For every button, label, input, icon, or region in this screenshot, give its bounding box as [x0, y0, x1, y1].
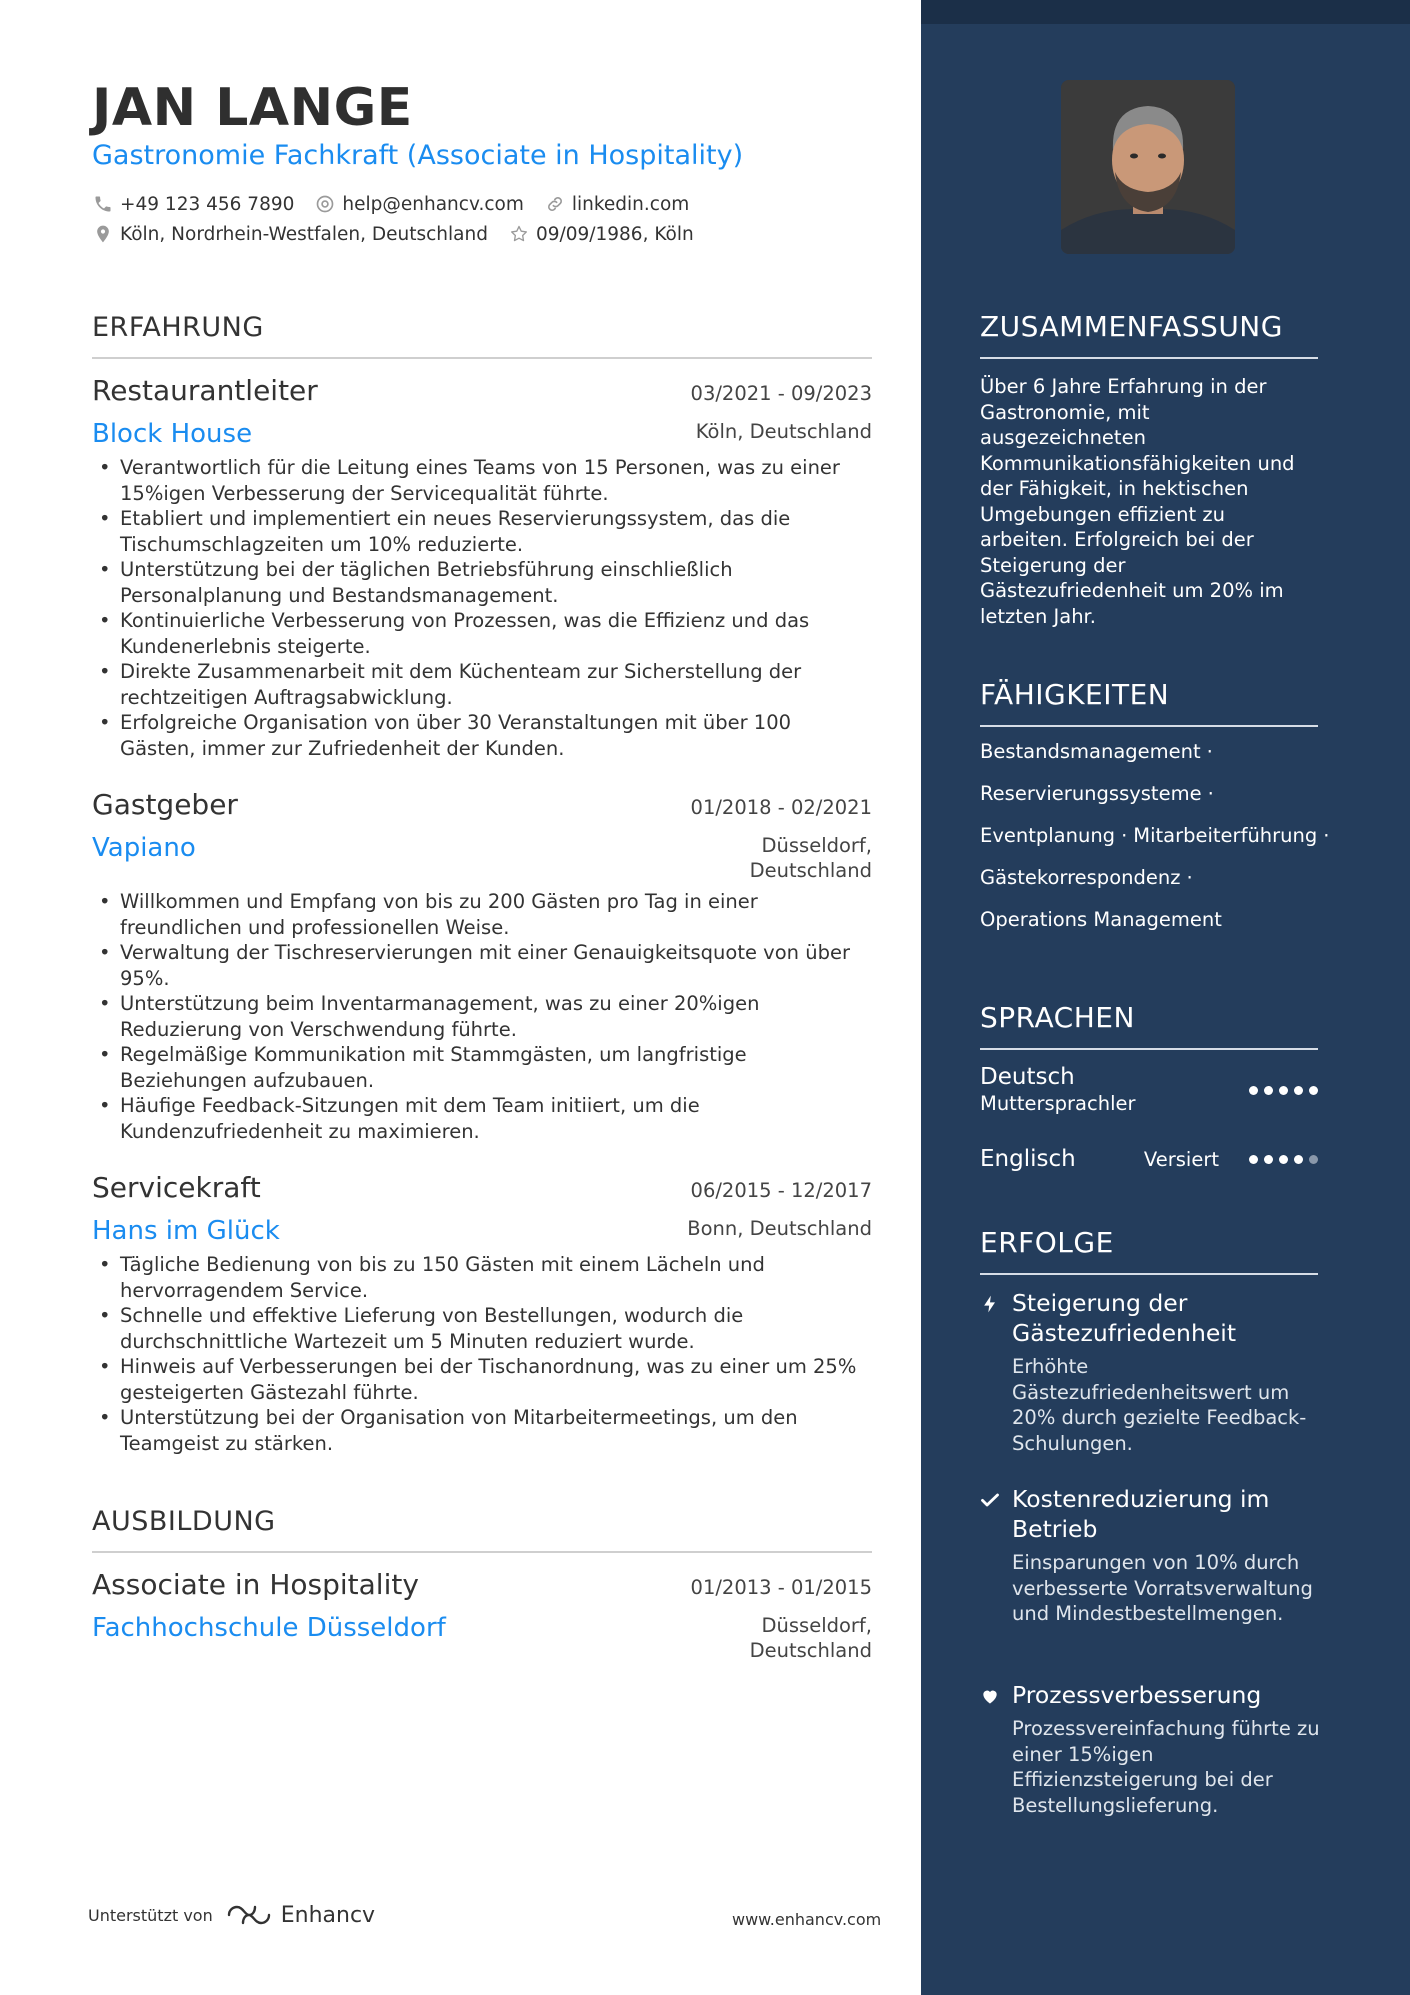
candidate-name: JAN LANGE: [92, 78, 413, 138]
rating-dot: [1309, 1155, 1318, 1164]
job-bullets: [92, 455, 872, 761]
phone-text[interactable]: +49 123 456 7890: [120, 193, 295, 215]
email: [314, 193, 523, 215]
at-icon: [314, 193, 336, 215]
rating-dot: [1279, 1155, 1288, 1164]
summary-line: arbeiten. Erfolgreich bei der: [980, 528, 1254, 551]
job-date: 03/2021 - 09/2023: [690, 382, 872, 405]
job-location: [750, 833, 872, 883]
phone-icon: [92, 193, 114, 215]
language-level: Muttersprachler: [980, 1092, 1136, 1115]
skill-item: Reservierungssysteme: [980, 782, 1202, 805]
job-bullets: [92, 889, 872, 1144]
enhancv-logo[interactable]: [225, 1902, 375, 1928]
rating-dot: [1264, 1155, 1273, 1164]
footer-url[interactable]: www.enhancv.com: [732, 1910, 882, 1929]
sidebar-top-bar: [921, 0, 1410, 24]
section-title-skills: FÄHIGKEITEN: [980, 678, 1318, 727]
company-name: Hans im Glück: [92, 1216, 280, 1246]
summary-text: [980, 374, 1310, 629]
rating-dot: [1294, 1086, 1303, 1095]
summary-line: Steigerung der: [980, 553, 1126, 577]
bullet-item: • Hinweis auf Verbesserungen bei der Tischanordnung, was zu einer um 25% gesteigerten Gästezahl führte.: [92, 1354, 872, 1405]
summary-line: letzten Jahr.: [980, 604, 1096, 628]
achievement-title: Steigerung der Gästezufriedenheit: [1012, 1289, 1237, 1347]
job-title: Gastgeber: [92, 788, 238, 821]
avatar: [1061, 80, 1235, 254]
skill-separator: ·: [1121, 824, 1128, 847]
job-location-line: Deutschland: [749, 859, 872, 882]
summary-line: Über 6 Jahre Erfahrung in der: [980, 375, 1267, 398]
enhancv-logo-icon: [225, 1902, 273, 1928]
heart-icon: [980, 1680, 1012, 1818]
skill-separator: ·: [1323, 824, 1330, 847]
skill-separator: ·: [1206, 740, 1213, 763]
achievement-item: [980, 1288, 1320, 1456]
avatar-portrait: [1061, 80, 1235, 254]
language-level: Versiert: [1143, 1147, 1219, 1171]
email-text[interactable]: help@enhancv.com: [342, 193, 524, 215]
brand-name: Enhancv: [280, 1902, 376, 1928]
skills-list: [980, 740, 1330, 950]
bullet-item: • Unterstützung beim Inventarmanagement, was zu einer 20%igen Reduzierung von Verschwendung führte.: [92, 991, 872, 1042]
summary-line: Umgebungen effizient zu: [980, 502, 1225, 526]
language-rating: [1243, 1155, 1318, 1164]
bullet-item: • Verantwortlich für die Leitung eines Teams von 15 Personen, was zu einer 15%igen Verbesserung der Servicequalität führte.: [92, 455, 872, 506]
bullet-item: • Häufige Feedback-Sitzungen mit dem Team initiiert, um die Kundenzufriedenheit zu maximieren.: [92, 1093, 872, 1144]
language-item: [980, 1146, 1318, 1172]
summary-line: der Fähigkeit, in hektischen: [980, 477, 1249, 500]
summary-line: ausgezeichneten: [980, 426, 1146, 449]
rating-dot: [1264, 1086, 1273, 1095]
bolt-icon: [980, 1288, 1012, 1456]
degree: Associate in Hospitality: [92, 1568, 419, 1601]
phone: [92, 193, 294, 215]
job-date: 06/2015 - 12/2017: [690, 1179, 872, 1202]
summary-line: Gastronomie, mit: [980, 400, 1150, 424]
company-name: Block House: [92, 419, 253, 449]
achievement-title: Prozessverbesserung: [1012, 1681, 1262, 1709]
location-text: Köln, Nordrhein-Westfalen, Deutschland: [120, 223, 488, 245]
section-title-summary: ZUSAMMENFASSUNG: [980, 310, 1318, 359]
skill-separator: ·: [1186, 866, 1193, 889]
star-icon: [508, 223, 530, 245]
bullet-item: • Etabliert und implementiert ein neues Reservierungssystem, das die Tischumschlagzeiten um 10% reduzierte.: [92, 506, 872, 557]
bullet-item: • Schnelle und effektive Lieferung von Bestellungen, wodurch die durchschnittliche Wartezeit um 5 Minuten reduziert wurde.: [92, 1303, 872, 1354]
rating-dot: [1279, 1086, 1288, 1095]
section-title-experience: ERFAHRUNG: [92, 312, 872, 359]
footer-powered-by: [88, 1902, 375, 1928]
rating-dot: [1309, 1086, 1318, 1095]
rating-dot: [1249, 1155, 1258, 1164]
birth-text: 09/09/1986, Köln: [535, 223, 694, 245]
job-location: Köln, Deutschland: [695, 420, 872, 443]
job-location: Bonn, Deutschland: [687, 1217, 872, 1240]
check-icon: [980, 1484, 1012, 1627]
bullet-item: • Tägliche Bedienung von bis zu 150 Gästen mit einem Lächeln und hervorragendem Service.: [92, 1252, 872, 1303]
skill-item: Mitarbeiterführung: [1133, 824, 1318, 847]
birth: [508, 223, 694, 245]
bullet-item: • Kontinuierliche Verbesserung von Prozessen, was die Effizienz und das Kundenerlebnis steigerte.: [92, 608, 872, 659]
summary-line: Gästezufriedenheit um 20% im: [980, 579, 1284, 602]
achievement-title: Kostenreduzierung im Betrieb: [1012, 1485, 1270, 1543]
section-title-achievements: ERFOLGE: [980, 1226, 1318, 1275]
bullet-item: • Unterstützung bei der täglichen Betriebsführung einschließlich Personalplanung und Bestandsmanagement.: [92, 557, 872, 608]
location: [92, 223, 488, 245]
bullet-item: • Willkommen und Empfang von bis zu 200 Gästen pro Tag in einer freundlichen und professionellen Weise.: [92, 889, 872, 940]
achievement-text: Erhöhte Gästezufriedenheitswert um 20% durch gezielte Feedback-Schulungen.: [1012, 1355, 1307, 1455]
bullet-item: • Unterstützung bei der Organisation von Mitarbeitermeetings, um den Teamgeist zu stärken.: [92, 1405, 872, 1456]
education-location: [750, 1613, 872, 1663]
job-date: 01/2018 - 02/2021: [690, 796, 872, 819]
school-name: Fachhochschule Düsseldorf: [92, 1613, 446, 1643]
job-bullets: [92, 1252, 872, 1456]
language-item: [980, 1064, 1318, 1115]
achievement-text: Prozessvereinfachung führte zu einer 15%igen Effizienzsteigerung bei der Bestellungslieferung.: [1012, 1717, 1320, 1817]
bullet-item: • Direkte Zusammenarbeit mit dem Küchenteam zur Sicherstellung der rechtzeitigen Auftragsabwicklung.: [92, 659, 872, 710]
contact-row-1: [92, 193, 709, 215]
job-title: Servicekraft: [92, 1171, 261, 1204]
education-location-line: Düsseldorf,: [761, 1614, 872, 1637]
language-name: Deutsch: [980, 1064, 1075, 1090]
linkedin: [544, 193, 689, 215]
achievement-text: Einsparungen von 10% durch verbesserte Vorratsverwaltung und Mindestbestellmengen.: [1012, 1551, 1313, 1625]
bullet-item: • Regelmäßige Kommunikation mit Stammgästen, um langfristige Beziehungen aufzubauen.: [92, 1042, 872, 1093]
skill-item: Bestandsmanagement: [980, 740, 1201, 763]
job-title: Restaurantleiter: [92, 374, 318, 407]
rating-dot: [1294, 1155, 1303, 1164]
link-icon: [544, 193, 566, 215]
candidate-role: Gastronomie Fachkraft (Associate in Hospitality): [92, 140, 744, 171]
company-name: Vapiano: [92, 833, 196, 863]
education-location-line: Deutschland: [749, 1639, 872, 1662]
skill-item: Eventplanung: [980, 824, 1116, 847]
rating-dot: [1249, 1086, 1258, 1095]
location-pin-icon: [92, 223, 114, 245]
job-entry: [92, 374, 872, 761]
achievement-item: [980, 1680, 1320, 1818]
powered-by-text: Unterstützt von: [88, 1905, 213, 1925]
job-location-line: Düsseldorf,: [761, 834, 872, 857]
education-date: 01/2013 - 01/2015: [690, 1576, 872, 1599]
achievement-item: [980, 1484, 1320, 1627]
skill-item: Operations Management: [980, 908, 1222, 931]
summary-line: Kommunikationsfähigkeiten und: [980, 451, 1295, 475]
bullet-item: • Erfolgreiche Organisation von über 30 Veranstaltungen mit über 100 Gästen, immer zur Zufriedenheit der Kunden.: [92, 710, 872, 761]
job-entry: [92, 788, 872, 1144]
skill-separator: ·: [1207, 782, 1214, 805]
education-entry: [92, 1568, 872, 1663]
section-title-languages: SPRACHEN: [980, 1001, 1318, 1050]
language-rating: [1243, 1086, 1318, 1095]
language-name: Englisch: [980, 1146, 1076, 1172]
linkedin-text[interactable]: linkedin.com: [571, 193, 690, 215]
bullet-item: • Verwaltung der Tischreservierungen mit einer Genauigkeitsquote von über 95%.: [92, 940, 872, 991]
contact-row-2: [92, 223, 714, 245]
job-entry: [92, 1171, 872, 1456]
section-title-education: AUSBILDUNG: [92, 1506, 872, 1553]
skill-item: Gästekorrespondenz: [980, 866, 1181, 889]
